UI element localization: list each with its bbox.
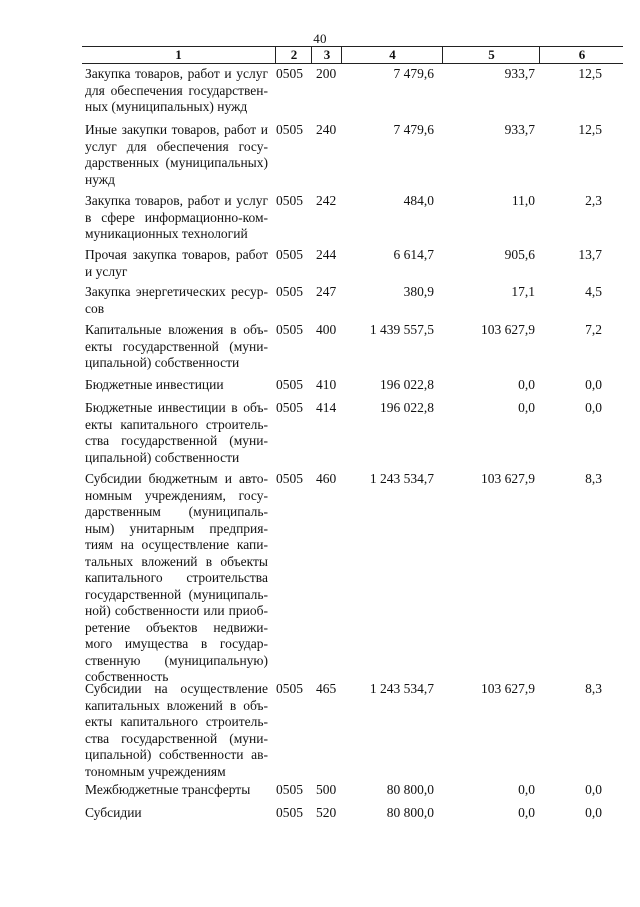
header-col-4: 4 xyxy=(341,47,443,63)
row-plan-value: 1 243 534,7 xyxy=(369,471,434,486)
row-actual-value: 0,0 xyxy=(518,782,535,797)
row-actual-value: 11,0 xyxy=(511,193,535,208)
header-col-5: 5 xyxy=(442,47,540,63)
row-percent: 4,5 xyxy=(585,284,602,299)
header-col-6: 6 xyxy=(539,47,624,63)
row-expense-type-code: 240 xyxy=(316,122,337,137)
row-description: Бюджетные инвестиции в объ-екты капитального строитель-ства государственной (муни-ципальной) собственности xyxy=(85,400,268,465)
row-actual-value: 103 627,9 xyxy=(481,471,535,486)
row-section-code: 0505 xyxy=(276,322,303,337)
page-number: 40 xyxy=(313,31,327,46)
row-plan-value: 1 439 557,5 xyxy=(369,322,434,337)
row-percent: 0,0 xyxy=(585,805,602,820)
row-description: Субсидии бюджетным и авто-номным учреждениям, госу-дарственным (муниципаль-ным) унитарным предприя-тиям на осуществление капи-тальных вложений в объекты капитального строительства государственной (муниципаль-ной) собственности или приоб-ретение объектов недвижи-мого имущества в государ-ственную (муниципальную) собственность xyxy=(85,471,268,684)
row-plan-value: 380,9 xyxy=(403,284,434,299)
row-expense-type-code: 465 xyxy=(316,681,337,696)
row-section-code: 0505 xyxy=(276,66,303,81)
row-percent: 12,5 xyxy=(578,122,602,137)
row-actual-value: 103 627,9 xyxy=(481,681,535,696)
row-expense-type-code: 400 xyxy=(316,322,337,337)
row-percent: 7,2 xyxy=(585,322,602,337)
row-expense-type-code: 244 xyxy=(316,247,337,262)
row-description: Закупка товаров, работ и услуг для обеспечения государствен-ных (муниципальных) нужд xyxy=(85,66,268,114)
row-plan-value: 7 479,6 xyxy=(393,66,434,81)
row-description: Закупка товаров, работ и услуг в сфере информационно-ком-муникационных технологий xyxy=(85,193,268,241)
row-section-code: 0505 xyxy=(276,122,303,137)
row-actual-value: 0,0 xyxy=(518,400,535,415)
row-section-code: 0505 xyxy=(276,471,303,486)
row-section-code: 0505 xyxy=(276,805,303,820)
row-plan-value: 196 022,8 xyxy=(380,377,434,392)
row-actual-value: 933,7 xyxy=(504,66,535,81)
row-expense-type-code: 242 xyxy=(316,193,337,208)
row-actual-value: 933,7 xyxy=(504,122,535,137)
header-col-1: 1 xyxy=(175,47,182,62)
row-section-code: 0505 xyxy=(276,284,303,299)
row-plan-value: 484,0 xyxy=(403,193,434,208)
row-section-code: 0505 xyxy=(276,400,303,415)
header-col-2: 2 xyxy=(275,47,312,63)
row-section-code: 0505 xyxy=(276,193,303,208)
row-actual-value: 0,0 xyxy=(518,805,535,820)
row-expense-type-code: 247 xyxy=(316,284,337,299)
row-percent: 12,5 xyxy=(578,66,602,81)
row-actual-value: 0,0 xyxy=(518,377,535,392)
row-plan-value: 1 243 534,7 xyxy=(369,681,434,696)
row-description: Субсидии xyxy=(85,805,142,820)
row-percent: 2,3 xyxy=(585,193,602,208)
row-percent: 13,7 xyxy=(578,247,602,262)
row-percent: 8,3 xyxy=(585,681,602,696)
row-plan-value: 6 614,7 xyxy=(393,247,434,262)
row-plan-value: 196 022,8 xyxy=(380,400,434,415)
row-percent: 8,3 xyxy=(585,471,602,486)
row-expense-type-code: 500 xyxy=(316,782,337,797)
row-expense-type-code: 460 xyxy=(316,471,337,486)
row-section-code: 0505 xyxy=(276,681,303,696)
row-percent: 0,0 xyxy=(585,400,602,415)
row-description: Прочая закупка товаров, работ и услуг xyxy=(85,247,268,279)
header-col-3: 3 xyxy=(311,47,342,63)
row-actual-value: 905,6 xyxy=(504,247,535,262)
row-plan-value: 80 800,0 xyxy=(386,805,434,820)
row-expense-type-code: 520 xyxy=(316,805,337,820)
row-description: Закупка энергетических ресур-сов xyxy=(85,284,268,316)
row-section-code: 0505 xyxy=(276,377,303,392)
row-expense-type-code: 410 xyxy=(316,377,337,392)
row-description: Межбюджетные трансферты xyxy=(85,782,251,797)
row-expense-type-code: 200 xyxy=(316,66,337,81)
row-description: Субсидии на осуществление капитальных вложений в объ-екты капитального строитель-ства государственной (муни-ципальной) собственности ав-тономным учреждениям xyxy=(85,681,268,779)
row-percent: 0,0 xyxy=(585,377,602,392)
row-description: Иные закупки товаров, работ и услуг для обеспечения госу-дарственных (муниципальных) нужд xyxy=(85,122,268,187)
row-actual-value: 17,1 xyxy=(511,284,535,299)
row-plan-value: 80 800,0 xyxy=(386,782,434,797)
row-section-code: 0505 xyxy=(276,782,303,797)
table-header xyxy=(82,46,623,64)
row-plan-value: 7 479,6 xyxy=(393,122,434,137)
row-actual-value: 103 627,9 xyxy=(481,322,535,337)
row-expense-type-code: 414 xyxy=(316,400,337,415)
row-description: Бюджетные инвестиции xyxy=(85,377,224,392)
row-percent: 0,0 xyxy=(585,782,602,797)
row-section-code: 0505 xyxy=(276,247,303,262)
row-description: Капитальные вложения в объ-екты государственной (муни-ципальной) собственности xyxy=(85,322,268,370)
